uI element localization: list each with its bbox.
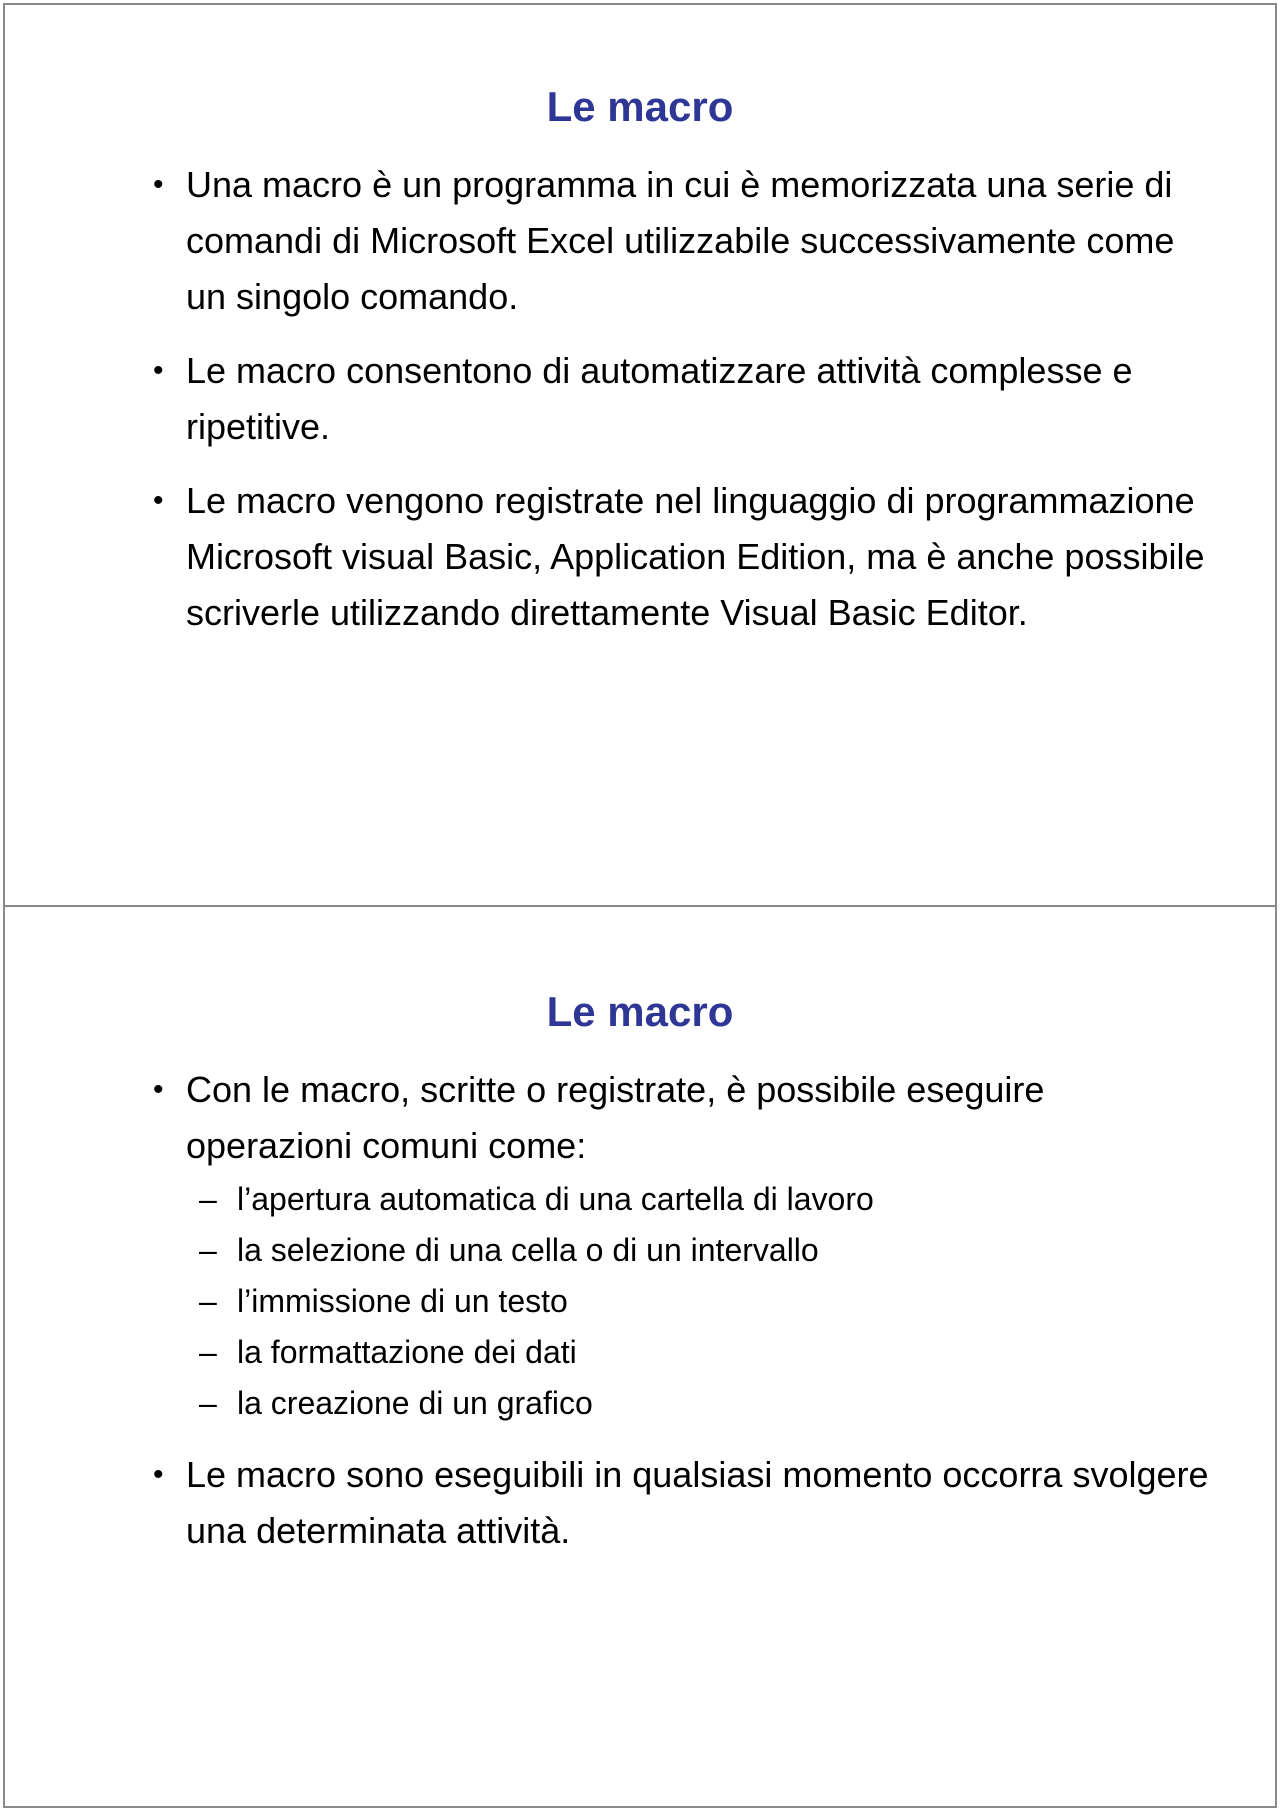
bullet-item: [5, 1447, 1275, 1559]
sub-item: [186, 1327, 1215, 1378]
dash-icon: –: [199, 1283, 217, 1319]
sub-item-text: l’immissione di un testo: [237, 1283, 568, 1319]
slide-2: [3, 905, 1277, 1808]
sub-list: [186, 1174, 1215, 1429]
dash-icon: –: [199, 1385, 217, 1421]
sub-item: [186, 1225, 1215, 1276]
bullet-icon: •: [153, 354, 164, 387]
bullet-text: Le macro consentono di automatizzare attività complesse e ripetitive.: [186, 350, 1133, 447]
bullet-text: Le macro sono eseguibili in qualsiasi momento occorra svolgere una determinata attività.: [186, 1454, 1209, 1551]
bullet-icon: •: [153, 1073, 164, 1106]
slide-title: Le macro: [546, 83, 734, 130]
sub-item: [186, 1174, 1215, 1225]
bullet-icon: •: [153, 484, 164, 517]
sub-item-text: la creazione di un grafico: [237, 1385, 593, 1421]
bullet-list: [5, 157, 1275, 659]
sub-item: [186, 1378, 1215, 1429]
sub-item-text: l’apertura automatica di una cartella di lavoro: [237, 1181, 874, 1217]
slide-title: Le macro: [546, 988, 734, 1035]
sub-item: [186, 1276, 1215, 1327]
dash-icon: –: [199, 1334, 217, 1370]
bullet-text: Le macro vengono registrate nel linguaggio di programmazione Microsoft visual Basic, Application Edition, ma è anche possibile scriverle utilizzando direttamente Visual Basic Editor.: [186, 480, 1205, 633]
bullet-item: [5, 343, 1275, 455]
sub-item-text: la selezione di una cella o di un intervallo: [237, 1232, 819, 1268]
bullet-item: [5, 157, 1275, 325]
bullet-item: [5, 1062, 1275, 1429]
bullet-icon: •: [153, 168, 164, 201]
slide-1: [3, 3, 1277, 908]
bullet-text: Una macro è un programma in cui è memorizzata una serie di comandi di Microsoft Excel utilizzabile successivamente come un singolo comando.: [186, 164, 1175, 317]
sub-item-text: la formattazione dei dati: [237, 1334, 577, 1370]
bullet-item: [5, 473, 1275, 641]
bullet-icon: •: [153, 1458, 164, 1491]
dash-icon: –: [199, 1232, 217, 1268]
dash-icon: –: [199, 1181, 217, 1217]
bullet-text: Con le macro, scritte o registrate, è possibile eseguire operazioni comuni come:: [186, 1069, 1045, 1166]
bullet-list: [5, 1062, 1275, 1577]
